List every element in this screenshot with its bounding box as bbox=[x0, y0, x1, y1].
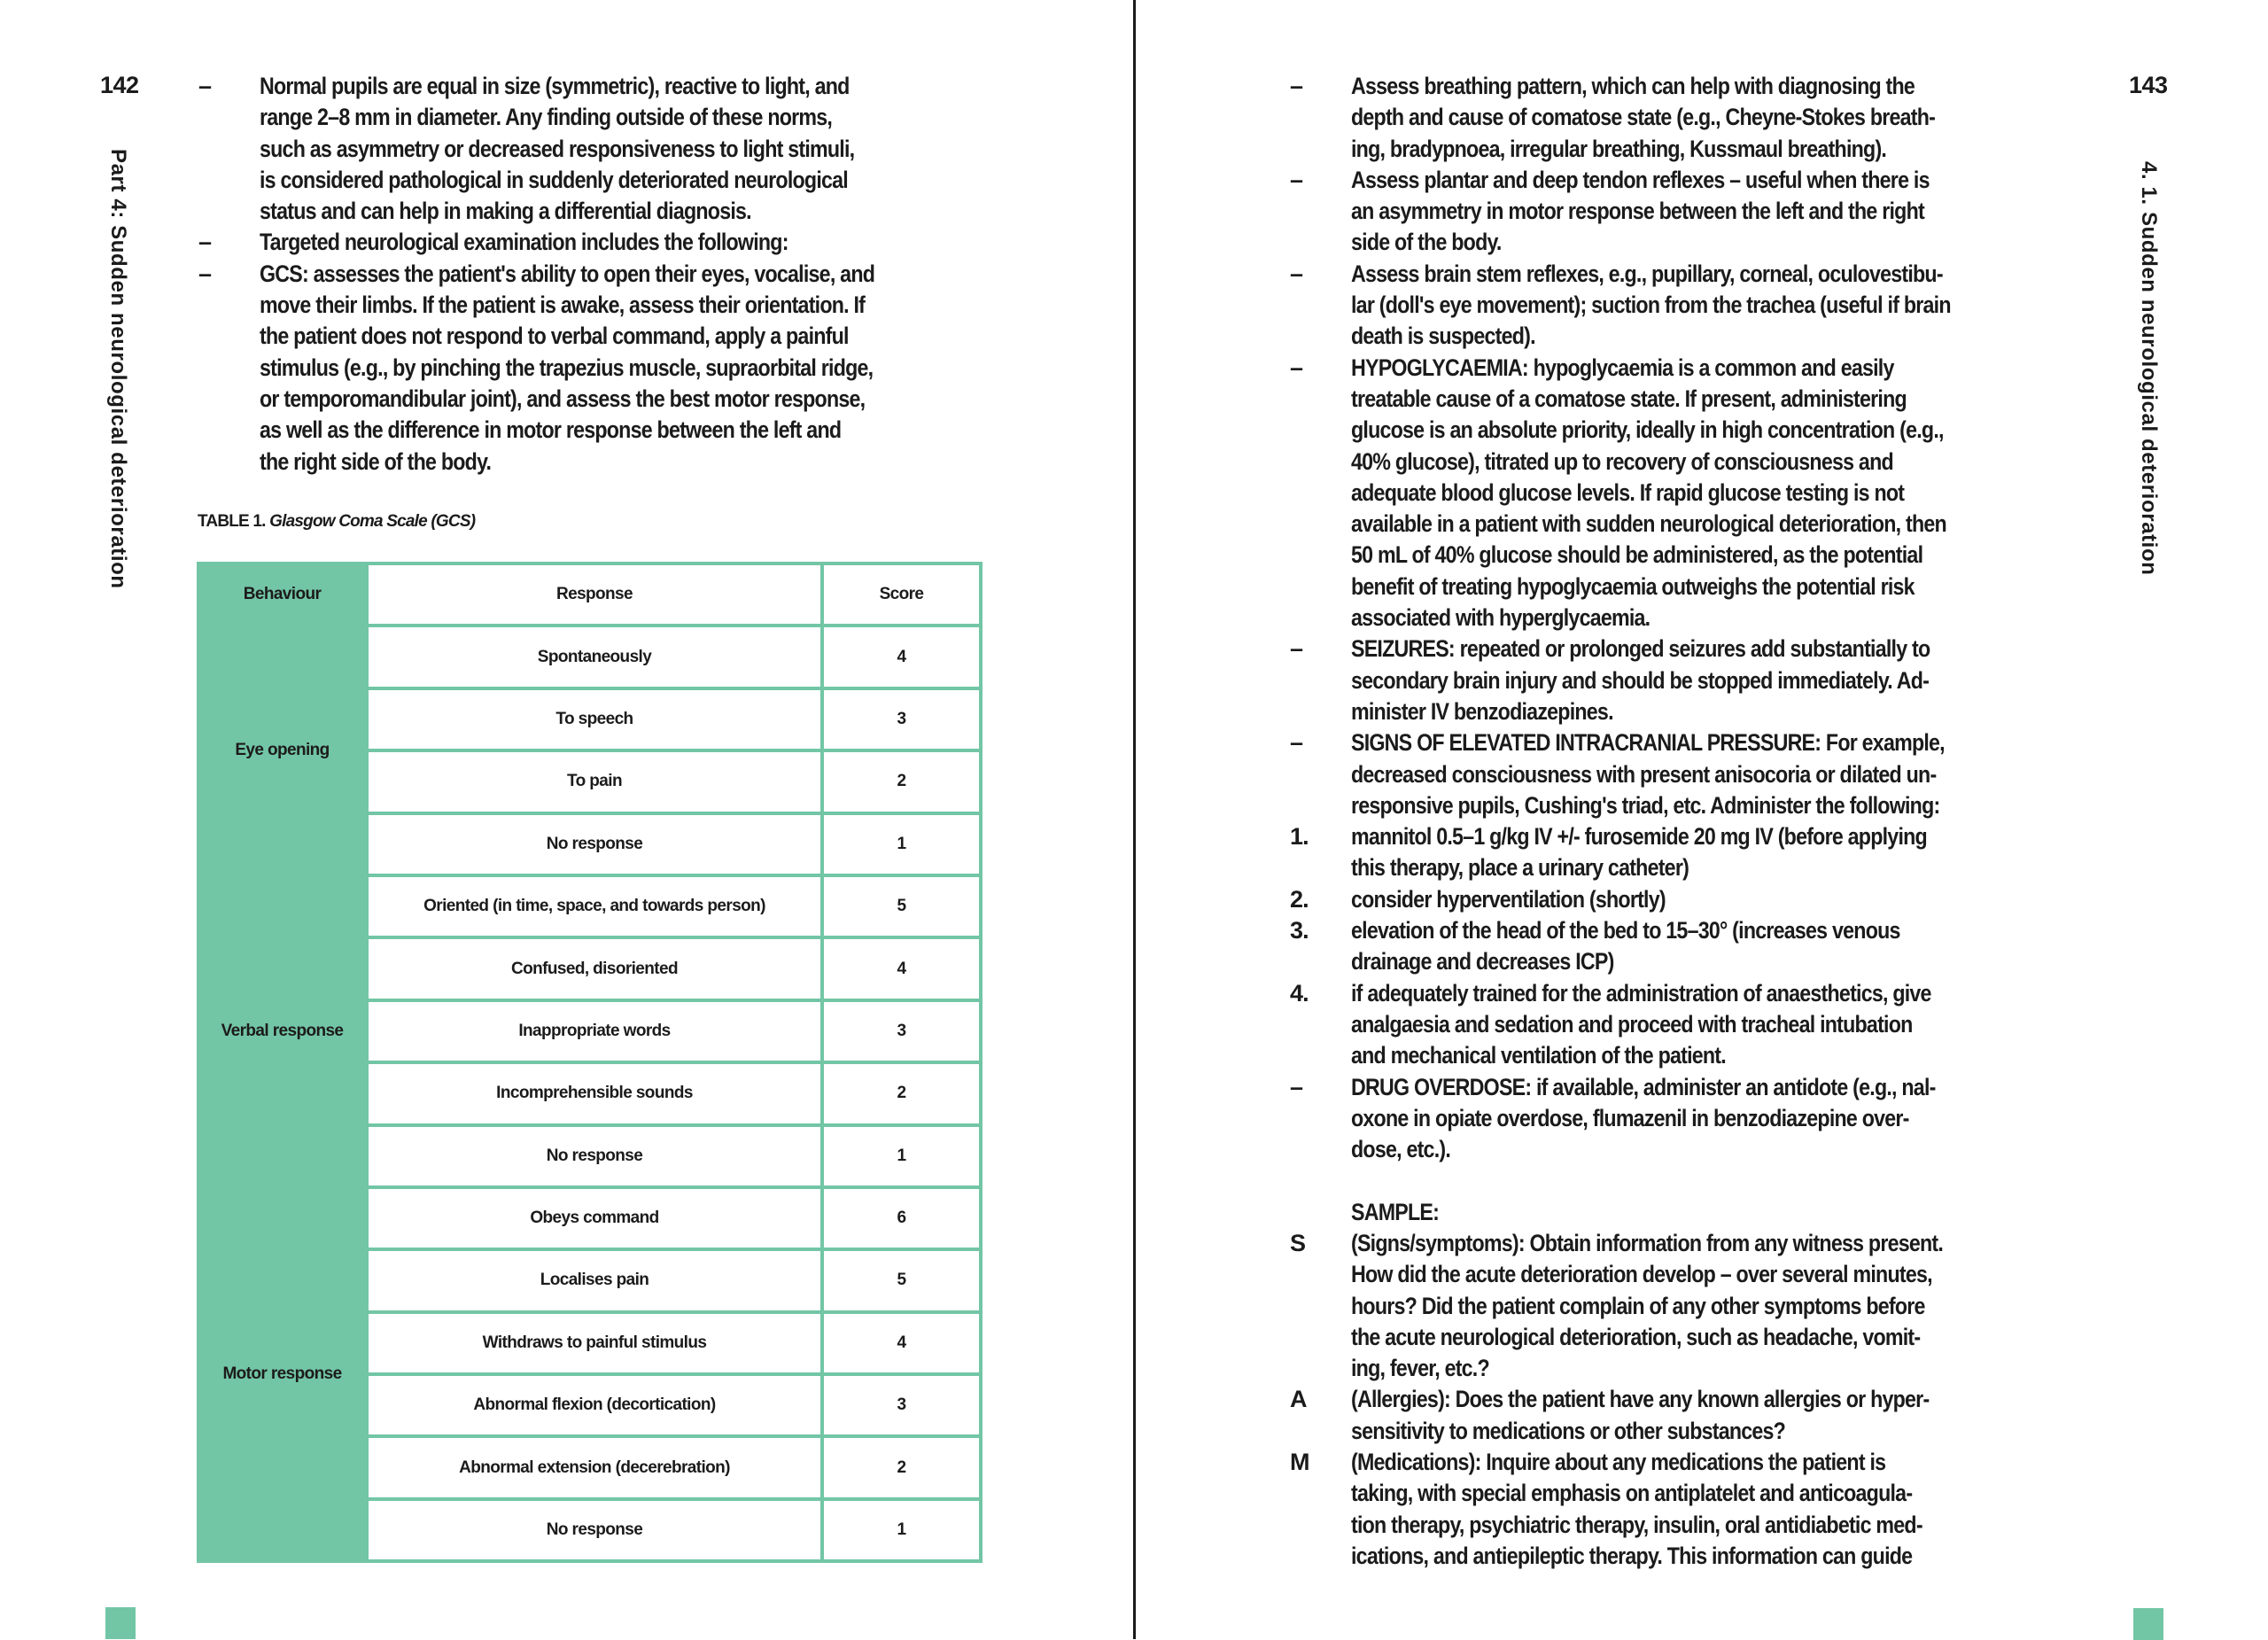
text-line bbox=[0, 447, 1134, 478]
response-cell: Obeys command bbox=[367, 1187, 822, 1249]
text-line bbox=[0, 196, 1134, 227]
line-text: such as asymmetry or decreased responsiveness to light stimuli, bbox=[260, 135, 855, 162]
text-line bbox=[1134, 696, 2268, 727]
line-text: SIGNS OF ELEVATED INTRACRANIAL PRESSURE: For example, bbox=[1351, 729, 1945, 757]
line-text: as well as the difference in motor response between the left and bbox=[260, 416, 842, 444]
line-text: ing, fever, etc.? bbox=[1351, 1355, 1489, 1382]
gcs-table bbox=[197, 562, 983, 1563]
header-score: Score bbox=[822, 564, 981, 626]
line-text: mannitol 0.5–1 g/kg IV +/- furosemide 20 mg IV (before applying bbox=[1351, 823, 1927, 851]
text-line bbox=[1134, 884, 2268, 915]
text-line bbox=[1134, 915, 2268, 946]
text-line bbox=[0, 165, 1134, 196]
response-cell: To speech bbox=[367, 688, 822, 750]
table-caption-title: Glasgow Coma Scale (GCS) bbox=[269, 512, 476, 531]
text-line bbox=[1134, 1103, 2268, 1134]
line-text: the acute neurological deterioration, such as headache, vomit- bbox=[1351, 1323, 1921, 1350]
score-cell: 3 bbox=[822, 1374, 981, 1436]
text-line bbox=[1134, 759, 2268, 790]
text-line bbox=[1134, 134, 2268, 165]
line-text: associated with hyperglycaemia. bbox=[1351, 604, 1651, 632]
text-line bbox=[1134, 196, 2268, 227]
left-body-text bbox=[0, 71, 1134, 478]
header-response: Response bbox=[367, 564, 822, 626]
score-cell: 3 bbox=[822, 1000, 981, 1062]
line-text: DRUG OVERDOSE: if available, administer an antidote (e.g., nal- bbox=[1351, 1073, 1936, 1100]
behaviour-cell: Motor response bbox=[198, 1187, 368, 1561]
list-marker: – bbox=[198, 73, 212, 99]
text-line bbox=[1134, 540, 2268, 571]
line-text: range 2–8 mm in diameter. Any finding outside of these norms, bbox=[260, 104, 833, 131]
line-text: ications, and antiepileptic therapy. This information can guide bbox=[1351, 1542, 1913, 1569]
text-line bbox=[0, 290, 1134, 321]
list-marker: S bbox=[1290, 1229, 1306, 1256]
text-line bbox=[1134, 102, 2268, 133]
list-marker: – bbox=[1290, 354, 1303, 381]
page-number-left: 142 bbox=[100, 72, 139, 98]
table-header-row bbox=[198, 564, 982, 626]
running-title-left: Part 4: Sudden neurological deterioration bbox=[106, 149, 130, 589]
text-line bbox=[1134, 1197, 2268, 1228]
text-line bbox=[0, 415, 1134, 446]
line-text: the patient does not respond to verbal command, apply a painful bbox=[260, 323, 849, 350]
score-cell: 3 bbox=[822, 688, 981, 750]
text-line bbox=[1134, 790, 2268, 821]
text-line bbox=[1134, 353, 2268, 384]
score-cell: 4 bbox=[822, 1312, 981, 1374]
text-line bbox=[1134, 227, 2268, 258]
line-text: and mechanical ventilation of the patient. bbox=[1351, 1042, 1726, 1069]
score-cell: 5 bbox=[822, 1249, 981, 1311]
line-text: death is suspected). bbox=[1351, 323, 1535, 350]
line-text: or temporomandibular joint), and assess the best motor response, bbox=[260, 385, 866, 412]
text-line bbox=[1134, 1447, 2268, 1478]
list-marker: 4. bbox=[1290, 979, 1309, 1007]
text-line bbox=[1134, 727, 2268, 758]
table-row bbox=[198, 875, 982, 937]
text-line bbox=[1134, 478, 2268, 509]
behaviour-cell: Verbal response bbox=[198, 875, 368, 1187]
text-line bbox=[1134, 1040, 2268, 1071]
right-body-text bbox=[1134, 71, 2268, 1572]
response-cell: Localises pain bbox=[367, 1249, 822, 1311]
score-cell: 2 bbox=[822, 750, 981, 812]
line-text: move their limbs. If the patient is awake, assess their orientation. If bbox=[260, 291, 866, 319]
line-text: tion therapy, psychiatric therapy, insulin, oral antidiabetic med- bbox=[1351, 1511, 1922, 1538]
text-line bbox=[1134, 1478, 2268, 1509]
text-line bbox=[0, 134, 1134, 165]
header-behaviour: Behaviour bbox=[198, 564, 368, 626]
line-text: stimulus (e.g., by pinching the trapezius muscle, supraorbital ridge, bbox=[260, 354, 874, 381]
line-text: decreased consciousness with present anisocoria or dilated un- bbox=[1351, 760, 1937, 788]
text-line bbox=[1134, 1510, 2268, 1541]
response-cell: Spontaneously bbox=[367, 626, 822, 688]
list-marker: 1. bbox=[1290, 823, 1309, 851]
score-cell: 2 bbox=[822, 1062, 981, 1124]
line-text: Assess plantar and deep tendon reflexes – useful when there is bbox=[1351, 166, 1930, 193]
line-text: minister IV benzodiazepines. bbox=[1351, 697, 1613, 725]
response-cell: No response bbox=[367, 813, 822, 875]
text-line bbox=[0, 71, 1134, 102]
score-cell: 6 bbox=[822, 1187, 981, 1249]
line-text: How did the acute deterioration develop – over several minutes, bbox=[1351, 1261, 1932, 1288]
text-line bbox=[1134, 1259, 2268, 1290]
line-text: responsive pupils, Cushing's triad, etc. Administer the following: bbox=[1351, 791, 1940, 819]
text-line bbox=[1134, 447, 2268, 478]
text-line bbox=[1134, 852, 2268, 883]
line-text: oxone in opiate overdose, flumazenil in benzodiazepine over- bbox=[1351, 1104, 1909, 1131]
list-marker: A bbox=[1290, 1386, 1307, 1413]
line-text: Targeted neurological examination includes the following: bbox=[260, 229, 788, 256]
text-line bbox=[1134, 1009, 2268, 1040]
text-line bbox=[1134, 571, 2268, 602]
line-text: 40% glucose), titrated up to recovery of consciousness and bbox=[1351, 447, 1893, 475]
behaviour-cell: Eye opening bbox=[198, 626, 368, 875]
text-line bbox=[1134, 321, 2268, 352]
text-line bbox=[1134, 978, 2268, 1009]
text-line bbox=[0, 321, 1134, 352]
line-text: side of the body. bbox=[1351, 229, 1502, 256]
text-line bbox=[1134, 1416, 2268, 1447]
text-line bbox=[1134, 259, 2268, 290]
text-line bbox=[0, 259, 1134, 290]
line-text: sensitivity to medications or other substances? bbox=[1351, 1417, 1786, 1444]
text-line bbox=[1134, 1322, 2268, 1353]
line-text: hours? Did the patient complain of any other symptoms before bbox=[1351, 1292, 1925, 1319]
text-line bbox=[1134, 946, 2268, 977]
line-text: treatable cause of a comatose state. If present, administering bbox=[1351, 385, 1907, 412]
line-text: Assess brain stem reflexes, e.g., pupillary, corneal, oculovestibu- bbox=[1351, 260, 1943, 287]
list-marker: – bbox=[1290, 1073, 1303, 1100]
response-cell: Abnormal flexion (decortication) bbox=[367, 1374, 822, 1436]
response-cell: Incomprehensible sounds bbox=[367, 1062, 822, 1124]
running-title-right: 4. 1. Sudden neurological deterioration bbox=[2137, 161, 2161, 576]
list-marker: 2. bbox=[1290, 885, 1309, 913]
score-cell: 4 bbox=[822, 937, 981, 999]
line-text: status and can help in making a differential diagnosis. bbox=[260, 198, 751, 225]
line-text: ing, bradypnoea, irregular breathing, Kussmaul breathing). bbox=[1351, 135, 1887, 162]
line-text: this therapy, place a urinary catheter) bbox=[1351, 854, 1689, 882]
list-marker: M bbox=[1290, 1449, 1309, 1476]
text-line bbox=[1134, 509, 2268, 540]
list-marker: – bbox=[198, 260, 212, 287]
line-text: elevation of the head of the bed to 15–30° (increases venous bbox=[1351, 917, 1900, 944]
text-line bbox=[0, 353, 1134, 384]
line-text: available in a patient with sudden neurological deterioration, then bbox=[1351, 510, 1946, 538]
page-corner-marker-right bbox=[2133, 1608, 2163, 1640]
line-text: glucose is an absolute priority, ideally in high concentration (e.g., bbox=[1351, 416, 1944, 444]
line-text: dose, etc.). bbox=[1351, 1136, 1451, 1163]
response-cell: No response bbox=[367, 1125, 822, 1187]
right-page bbox=[1134, 0, 2268, 1639]
text-line bbox=[1134, 1384, 2268, 1415]
text-line bbox=[1134, 665, 2268, 696]
line-text: secondary brain injury and should be stopped immediately. Ad- bbox=[1351, 666, 1930, 694]
response-cell: To pain bbox=[367, 750, 822, 812]
text-line bbox=[1134, 71, 2268, 102]
text-line bbox=[1134, 602, 2268, 633]
line-text: (Signs/symptoms): Obtain information from any witness present. bbox=[1351, 1229, 1944, 1256]
line-text: analgaesia and sedation and proceed with tracheal intubation bbox=[1351, 1010, 1913, 1038]
list-marker: – bbox=[1290, 166, 1303, 193]
line-text: taking, with special emphasis on antiplatelet and anticoagula- bbox=[1351, 1480, 1913, 1507]
text-line bbox=[1134, 1541, 2268, 1572]
score-cell: 4 bbox=[822, 626, 981, 688]
list-marker: 3. bbox=[1290, 917, 1309, 944]
line-text: Normal pupils are equal in size (symmetric), reactive to light, and bbox=[260, 73, 850, 99]
line-text: GCS: assesses the patient's ability to open their eyes, vocalise, and bbox=[260, 260, 875, 287]
line-text: consider hyperventilation (shortly) bbox=[1351, 885, 1666, 913]
line-text: (Medications): Inquire about any medications the patient is bbox=[1351, 1449, 1886, 1476]
line-text: adequate blood glucose levels. If rapid glucose testing is not bbox=[1351, 478, 1905, 506]
line-text: (Allergies): Does the patient have any known allergies or hyper- bbox=[1351, 1386, 1930, 1413]
score-cell: 2 bbox=[822, 1436, 981, 1498]
text-line bbox=[1134, 1228, 2268, 1259]
text-line bbox=[1134, 1353, 2268, 1384]
text-line bbox=[1134, 384, 2268, 415]
text-line bbox=[1134, 165, 2268, 196]
text-line bbox=[1134, 633, 2268, 665]
response-cell: Oriented (in time, space, and towards person) bbox=[367, 875, 822, 937]
text-line bbox=[1134, 1134, 2268, 1165]
line-text: HYPOGLYCAEMIA: hypoglycaemia is a common and easily bbox=[1351, 354, 1894, 381]
response-cell: No response bbox=[367, 1499, 822, 1561]
line-text: depth and cause of comatose state (e.g., Cheyne-Stokes breath- bbox=[1351, 104, 1936, 131]
score-cell: 1 bbox=[822, 1499, 981, 1561]
line-text: if adequately trained for the administration of anaesthetics, give bbox=[1351, 979, 1931, 1007]
response-cell: Confused, disoriented bbox=[367, 937, 822, 999]
list-marker: – bbox=[1290, 73, 1303, 99]
response-cell: Withdraws to painful stimulus bbox=[367, 1312, 822, 1374]
text-line bbox=[1134, 1072, 2268, 1103]
text-line bbox=[1134, 1165, 2268, 1196]
line-text: is considered pathological in suddenly deteriorated neurological bbox=[260, 166, 848, 193]
text-line bbox=[1134, 415, 2268, 446]
score-cell: 1 bbox=[822, 813, 981, 875]
page-corner-marker-left bbox=[105, 1607, 136, 1639]
score-cell: 5 bbox=[822, 875, 981, 937]
line-text: the right side of the body. bbox=[260, 447, 492, 475]
response-cell: Inappropriate words bbox=[367, 1000, 822, 1062]
text-line bbox=[1134, 821, 2268, 852]
line-text: an asymmetry in motor response between the left and the right bbox=[1351, 198, 1924, 225]
text-line bbox=[1134, 1291, 2268, 1322]
text-line bbox=[0, 384, 1134, 415]
line-text: Assess breathing pattern, which can help with diagnosing the bbox=[1351, 73, 1915, 99]
line-text: drainage and decreases ICP) bbox=[1351, 948, 1614, 975]
line-text: SEIZURES: repeated or prolonged seizures add substantially to bbox=[1351, 635, 1930, 663]
line-text: lar (doll's eye movement); suction from the trachea (useful if brain bbox=[1351, 291, 1951, 319]
table-caption bbox=[198, 512, 475, 532]
table-row bbox=[198, 626, 982, 688]
line-text: SAMPLE: bbox=[1351, 1198, 1440, 1225]
text-line bbox=[0, 227, 1134, 258]
table-caption-label: TABLE 1. bbox=[198, 512, 266, 531]
response-cell: Abnormal extension (decerebration) bbox=[367, 1436, 822, 1498]
list-marker: – bbox=[198, 229, 212, 256]
list-marker: – bbox=[1290, 635, 1303, 663]
text-line bbox=[0, 102, 1134, 133]
score-cell: 1 bbox=[822, 1125, 981, 1187]
text-line bbox=[1134, 290, 2268, 321]
left-page bbox=[0, 0, 1134, 1639]
list-marker: – bbox=[1290, 729, 1303, 757]
table-row bbox=[198, 1187, 982, 1249]
list-marker: – bbox=[1290, 260, 1303, 287]
line-text: benefit of treating hypoglycaemia outweighs the potential risk bbox=[1351, 572, 1915, 600]
page-number-right: 143 bbox=[2129, 72, 2168, 98]
line-text: 50 mL of 40% glucose should be administered, as the potential bbox=[1351, 541, 1923, 569]
